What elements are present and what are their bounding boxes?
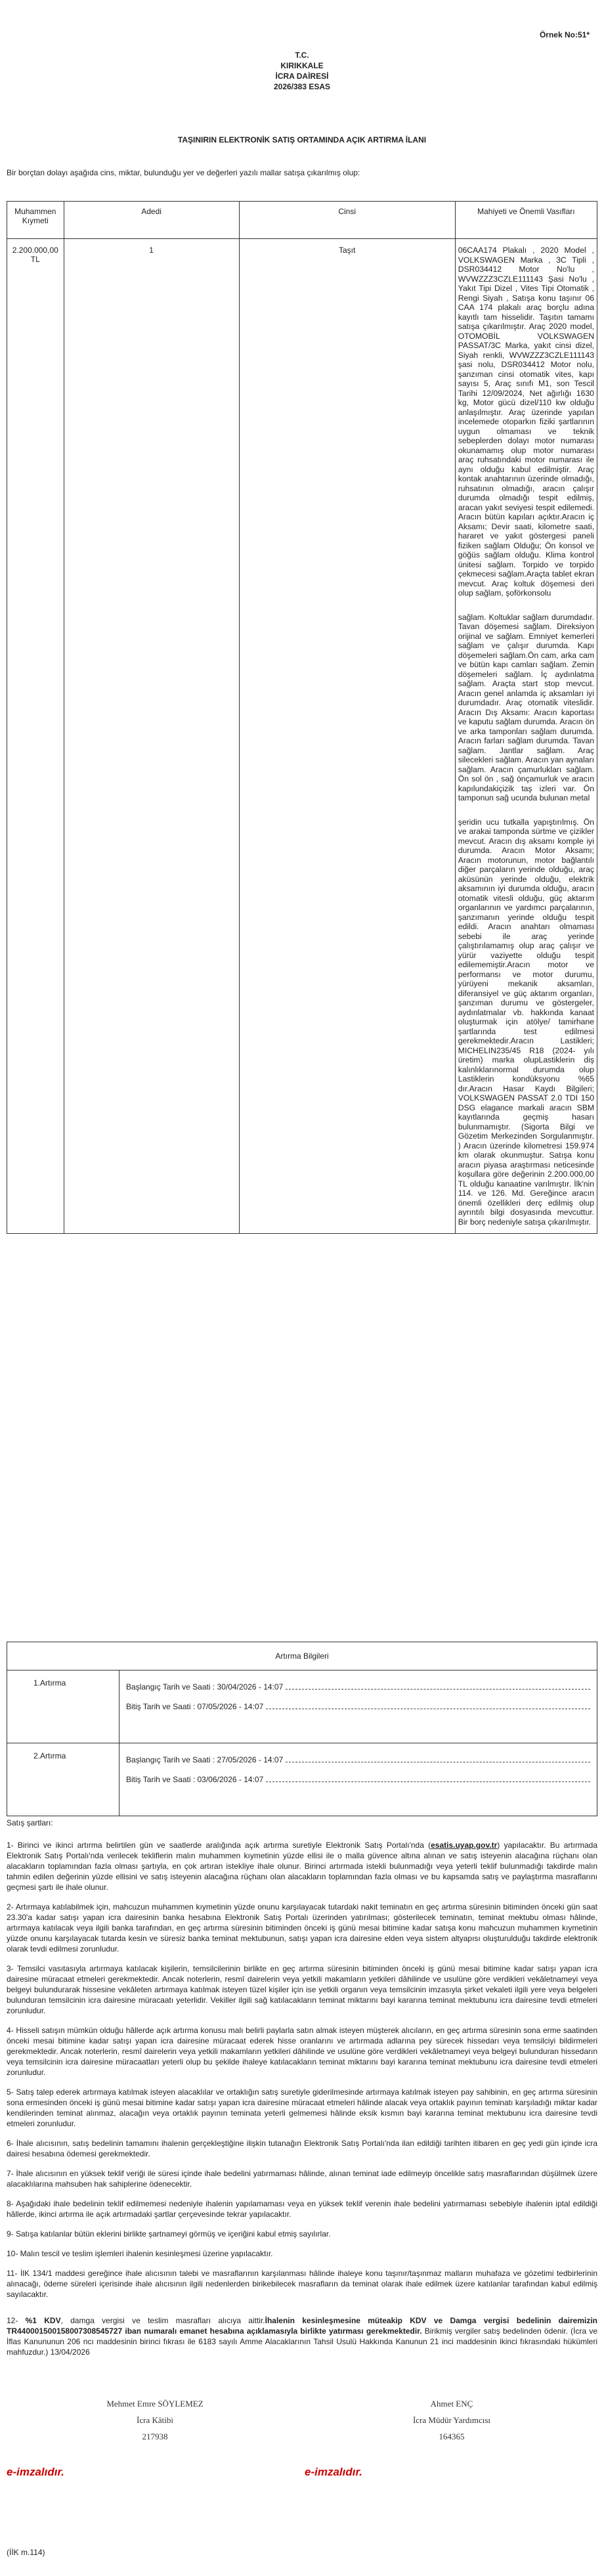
e-signature-stamp: e-imzalıdır. [305, 2466, 362, 2478]
description-part-3: şeridin ucu tutkalla yapıştırılmış. Ön ve arakai tamponda sürtme ve çizikler mevcut. Aracın dış aksamı komple iyi durumda. Aracın Motor Aksamı; Aracın motorunun, motor bağlantılı diğer parçaların yerinde olduğu, araç aküsünün yerinde olduğu, elektrik aksamının iyi durumda olduğu, aracın otomatik vitesli olduğu, güç aktarım organlarının ve yardımcı parçalarının, şanzımanın yerinde olduğu tespit edildi. Aracın anahtarı olmaması sebebi ile araç yerinde çalıştırılamamış olup araç çalışır ve yürür vaziyette olduğu tespit edilememiştir.Aracın motor ve performansı ve motor durumu, yürüyeni mekanik aksamları, diferansiyel ve güç aktarım organları, şanzıman durumu ve göstergeler, aydınlatmalar vb. hakkında kanaat oluşturmak için atölye/ tamirhane şartlarında test edilmesi gerekmektedir.Aracın Lastikleri; MICHELIN235/45 R18 (2024- yılı üretim) marka olupLastiklerin diş kalınlıklarınormal durumda olup Lastiklerin kondüksyonu %65 dır.Aracın Hasar Kaydı Bilgileri; VOLKSWAGEN PASSAT 2.0 TDI 150 DSG elagance markali aracın SBM kayıtlarında geçmiş hasarı bulunmamıştır. (Sigorta Bilgi ve Gözetim Merkezinden Sorgulanmıştır. ) Aracın üzerinde kilometresi 159.974 km olarak okunmuştur. Satışa konu aracın piyasa araştırması neticesinde koşullara göre değerinin 2.200.000,00 TL olduğu kanaatine varılmıştır. İlk'nin 114. ve 126. Md. Gereğince aracın önemli özellikleri derç edilmiş olup ayrıntılı bilgi dosyasında mevcuttur. Bir borç nedeniyle satışa çıkarılmıştır. [458, 817, 594, 1227]
signer-role: İcra Kâtibi [137, 2415, 173, 2425]
auction-info-table [7, 1642, 597, 1816]
legal-reference: (İİK m.114) [7, 2548, 45, 2557]
round-start: Başlangıç Tarih ve Saati : 27/05/2026 - 14:07 [126, 1755, 284, 1764]
col-header-type: Cinsi [239, 202, 455, 239]
round-label: 2.Artırma [7, 1743, 119, 1816]
col-header-value: Muhammen Kıymeti [7, 202, 64, 239]
signer-name: Ahmet ENÇ [430, 2399, 473, 2409]
signature-block-deputy [353, 2395, 550, 2445]
condition-12: 12- %1 KDV, damga vergisi ve teslim masrafları alıcıya aittir.İhalenin kesinleşmesine müteakip KDV ve Damga vergisi bedelinin dairemizin TR440001500158007308545727 iban numaralı emanet hesabına açıklamasıyla birlikte yatırması gerekmektedir. Birikmiş vergiler satış bedelinden ödenir. (İcra ve İflas Kanununun 206 ncı maddesinin birinci fıkrası ile 6183 sayılı Amme Alacaklarının Tahsil Usulü Hakkında Kanunun 21 inci maddesinin ikinci fıkrasındaki hükümleri mahfuzdur.) 13/04/2026 [7, 2316, 597, 2357]
condition-8: 8- Aşağıdaki ihale bedelinin teklif edilmemesi nedeniyle ihalenin yapılamaması veya en yüksek teklif verenin ihale bedelini yatırmaması sebebiyle ihalenin iptal edildiği hâllerde, ikinci artırma ile açık artırmadaki şartlar çerçevesinde tekrar yapılacaktır. [7, 2199, 597, 2219]
auction-round-2 [7, 1743, 597, 1816]
condition-5: 5- Satış talep ederek artırmaya katılmak isteyen alacaklılar ve ortaklığın satış suretiyle giderilmesinde artırmaya katılmak isteyen pay sahibinin, en geç artırma süresinin sona ermesinden önceki iş günü mesai bitimine kadar satışı yapan icra dairesine müracaat etmeleri hâlinde alacak veya ortaklık payının teminatı karşıladığı miktar kadar kendilerinden teminat alınmaz, alacağın veya ortaklık payının teminata yeterli gelmemesi hâlinde eksik kısmın bayi kararına teminat mektubunu icra dairesine tevdi etmeleri zorunludur. [7, 2087, 597, 2128]
round-label: 1.Artırma [7, 1670, 119, 1743]
header-city: KIRIKKALE [280, 61, 324, 70]
cell-description [455, 239, 597, 1234]
condition-2: 2- Artırmaya katılabilmek için, mahcuzun muhammen kıymetinin yüzde onunu karşılayacak tutardaki nakit teminatın en geç artırma süresinin bitiminden önceki gün saat 23.30'a kadar satışı yapan icra dairesinin banka hesabına Elektronik Satış Portalı üzerinden yatırılması; gösterilecek teminatın, teminat mektubu olması hâlinde, artırmaya katılacak veya ilgili banka tarafından, en geç artırma süresinin bitiminden önceki iş günü mesai bitimine kadar satışa konu mahcuzun muhammen kıymetinin yüzde onunu karşılayacak tutarda kesin ve süresiz banka teminat mektubunun, satışı yapan icra dairesine elden veya sistem altyapısı oluşturulduğu takdirde elektronik olarak tevdi edilmesi zorunludur. [7, 1902, 597, 1954]
round-end: Bitiş Tarih ve Saati : 07/05/2026 - 14:07 [126, 1702, 264, 1711]
e-signature-stamp: e-imzalıdır. [7, 2466, 64, 2478]
signer-id: 164365 [439, 2432, 465, 2441]
description-part-2: sağlam. Koltuklar sağlam durumdadır. Tavan döşemesi sağlam. Direksiyon orijinal ve sağlam. Emniyet kemerleri sağlam ve çalışır durumda. Kapı döşemeleri sağlam.Ön cam, arka cam ve bütün kapı camları sağlam. Zemin döşemeleri sağlam. İç aydınlatma sağlam. Araçta start stop mevcut. Aracın genel anlamda iç aksamları iyi durumdadır. Araç otomatik viteslidir. Aracın Dış Aksamı: Aracın kaportası ve kaputu sağlam durumda. Aracın ön ve arka tamponları sağlam durumda. Aracın farları sağlam durumda. Tavan sağlam. Jantlar sağlam. Araç silecekleri sağlam. Aracın yan aynaları sağlam. Aracın çamurlukları sağlam. Ön sol ön , sağ önçamurluk ve aracın kapılundakiçizik taş izleri var. Ön tamponun sağ ucunda bulunan metal [458, 612, 595, 802]
condition-9: 9- Satışa katılanlar bütün eklerini birlikte şartnameyi görmüş ve içeriğini kabul etmiş sayılırlar. [7, 2229, 331, 2238]
property-table [7, 201, 597, 1234]
round-end: Bitiş Tarih ve Saati : 03/06/2026 - 14:07 [126, 1775, 264, 1784]
signer-id: 217938 [142, 2432, 168, 2441]
signer-name: Mehmet Emre SÖYLEMEZ [106, 2399, 204, 2409]
condition-1: 1- Birinci ve ikinci artırma belirtilen gün ve saatlerde aralığında açık artırma suretiyle Elektronik Satış Portalı'nda (esatis.uyap.gov.tr) yapılacaktır. Bu artırmada Elektronik Satış Portalı'nda verilecek tekliflerin malın muhammen kıymetinin yüzde ellisi ile o malla güvence altına alınan ve satış isteyenin alacağına rüçhanı olan alacakların toplamından fazla olması şartıyla, en çok artıran istekliye ihale olunur. Birinci artırmada istekli bulunmadığı veya yeterli teklif bulunmadığı takdirde malın tahmin edilen değerinin yüzde ellisini ve satış isteyenin alacağına rüçhanı olan alacakların toplamından fazla olması ve bu kapsamda satış ve paylaştırma masraflarını geçmesi şartı ile ihale olunur. [7, 1841, 597, 1892]
cell-value: 2.200.000,00 TL [7, 239, 64, 1234]
table-header-row [7, 202, 597, 239]
signature-block-clerk [56, 2395, 253, 2445]
col-header-description: Mahiyeti ve Önemli Vasıfları [455, 202, 597, 239]
esatis-link[interactable]: esatis.uyap.gov.tr [431, 1841, 498, 1850]
header-file-no: 2026/383 ESAS [273, 82, 331, 91]
conditions-heading: Satış şartları: [7, 1818, 53, 1827]
cell-qty: 1 [64, 239, 239, 1234]
intro-text: Bir borçtan dolayı aşağıda cins, miktar, bulunduğu yer ve değerleri yazılı mallar satışa çıkarılmış olup: [7, 168, 360, 177]
table-row [7, 239, 597, 1234]
condition-11: 11- İlK 134/1 maddesi gereğince ihale alıcısının talebi ve masraflarının karşılanması hâlinde ihaleye konu taşınır/taşınmaz malların muhafaza ve gözetimi tedbirlerinin alınacağı, ödeme süreleri içerisinde ihale alıcısının ilgili nedenlerden birikebilecek masrafların da teminat olarak ihale edilmek üzere katılanlar tarafından kabul edilmiş sayılacaktır. [7, 2269, 597, 2299]
condition-6: 6- İhale alıcısının, satış bedelinin tamamını ihalenin gerçekleştiğine ilişkin tutanağın Elektronik Satış Portalı'nda ilan edildiği tarihten itibaren en geç yedi gün içinde icra dairesi hesabına ödemesi gerekmektedir. [7, 2139, 597, 2158]
sale-conditions [7, 1818, 597, 2367]
condition-10: 10- Malın tescil ve teslim işlemleri ihalenin kesinleşmesi üzerine yapılacaktır. [7, 2249, 273, 2258]
header-tc: T.C. [295, 51, 309, 60]
header-office: İCRA DAİRESİ [275, 72, 329, 81]
condition-4: 4- Hisseli satışın mümkün olduğu hâllerde açık artırma konusu malı belirli paylarla satın almak isteyen müşterek alıcıların, en geç artırma süresinin sona erme saatinden önceki mesai bitimine kadar satışı yapan icra dairesine müracaat ederek hisse oranlarını ve artırmada adlarına pey sürecek hissedarı veya temsilciyi bildirmeleri gerekmektedir. Ancak noterlerin, resmî dairelerin veya yetkili makamların yetkileri dâhilinde ve usulüne göre verdikleri vekâletnameyi veya belgeyi bulunduran hissedarın veya temsilcinin icra dairesine müracaatları yeterli olup bu şekilde ihaleye katılacakların teminat miktarını bayi kararına teminat mektubunu icra dairesine tevdi etmeleri zorunludur. [7, 2026, 597, 2077]
auction-round-1 [7, 1670, 597, 1743]
condition-3: 3- Temsilci vasıtasıyla artırmaya katılacak kişilerin, temsilcilerinin birlikte en geç artırma süresinin bitiminden önceki iş günü mesai bitimine kadar satışı yapan icra dairesine müracaat etmeleri gerekmektedir. Ancak noterlerin, resmî dairelerin veya yetkili makamların yetkileri dâhilinde ve usulüne göre verdikleri vekâletnameyi veya belgeyi bulundurarak hissesine vekâleten artırmaya katılmak isteyen tüzel kişiler için ise yetkili organın veya temsilcinin imzasıyla şirket vekaleti ilgili yere veya belgeleri bulunduran temsilcinin icra dairesine müracaatı yeterlidir. Vekiller ilgili sağ katılacakların teminat miktarını bayi kararına teminat mektubunu icra dairesine tevdi etmeleri zorunludur. [7, 1964, 597, 2015]
col-header-qty: Adedi [64, 202, 239, 239]
document-title: TAŞINIRIN ELEKTRONİK SATIŞ ORTAMINDA AÇIK ARTIRMA İLANI [177, 135, 427, 144]
condition-7: 7- İhale alıcısının en yüksek teklif veriği ile süresi içinde ihale bedelini yatırmaması hâlinde, alınan teminat iade edilmeyip öncelikle satış masraflarından düşülmek üzere alacaklılarına mahsuben hak sahiplerine ödenecektir. [7, 2169, 597, 2189]
document-header [0, 50, 604, 92]
auction-info-header: Artırma Bilgileri [7, 1642, 597, 1670]
signer-role: İcra Müdür Yardımcısı [412, 2415, 491, 2425]
description-part-1: 06CAA174 Plakalı , 2020 Model , VOLKSWAGEN Marka , 3C Tipli , DSR034412 Motor No'lu , WVWZZZ3CZLE111143 Şasi No'lu , Yakıt Tipi Dizel , Vites Tipi Otomatik , Rengi Siyah , Satışa konu taşınır 06 CAA 174 plakalı araç borçlu adına kayıtlı tam hisselidir. Taşıtın tamamı satışa çıkarılmıştır. Araç 2020 model, OTOMOBİL VOLKSWAGEN PASSAT/3C Marka, yakıt cinsi dizel, Siyah renkli, WVWZZZ3CZLE111143 şasi nolu, DSR034412 Motor nolu, şanzıman cinsi otomatik vites, kapı sayısı 5, Araç sınıfı M1, son Tescil Tarihi 12/09/2024, Net ağırlığı 1630 kg, Motor gücü dizel/110 kw olduğu anlaşılmıştır. Araç üzerinde yapılan incelemede otoparkın fiziki şartlarının uygun olmaması ve teknik sebeplerden dolayı motor numarası okunamamış olup motor numarası araç ruhsatındaki motor numarası ile aynı olduğu kabul edilmiştir. Araç kontak anahtarının üzerinde olmadığı, ruhsatının olmadığı, aracın çalışır durumda olmadığı tespit edilmiş, aracan yakıt seviyesi tespit edilemedi. Aracın bütün kapıları açıktır.Aracın iç Aksamı; Devir saati, kilometre saati, hararet ve yakıt göstergesi paneli fiziken sağlam Olduğu; Ön konsol ve göğüs sağlam olduğu. Klima kontrol ünitesi sağlam. Torpido ve torpido çekmecesi sağlam.Araçta tablet ekran mevcut. Araç koltuk döşemesi deri olup sağlam, şoförkonsolu [458, 246, 594, 598]
round-start: Başlangıç Tarih ve Saati : 30/04/2026 - 14:07 [126, 1682, 284, 1692]
cell-type: Taşıt [239, 239, 455, 1234]
form-number: Örnek No:51* [539, 30, 590, 39]
